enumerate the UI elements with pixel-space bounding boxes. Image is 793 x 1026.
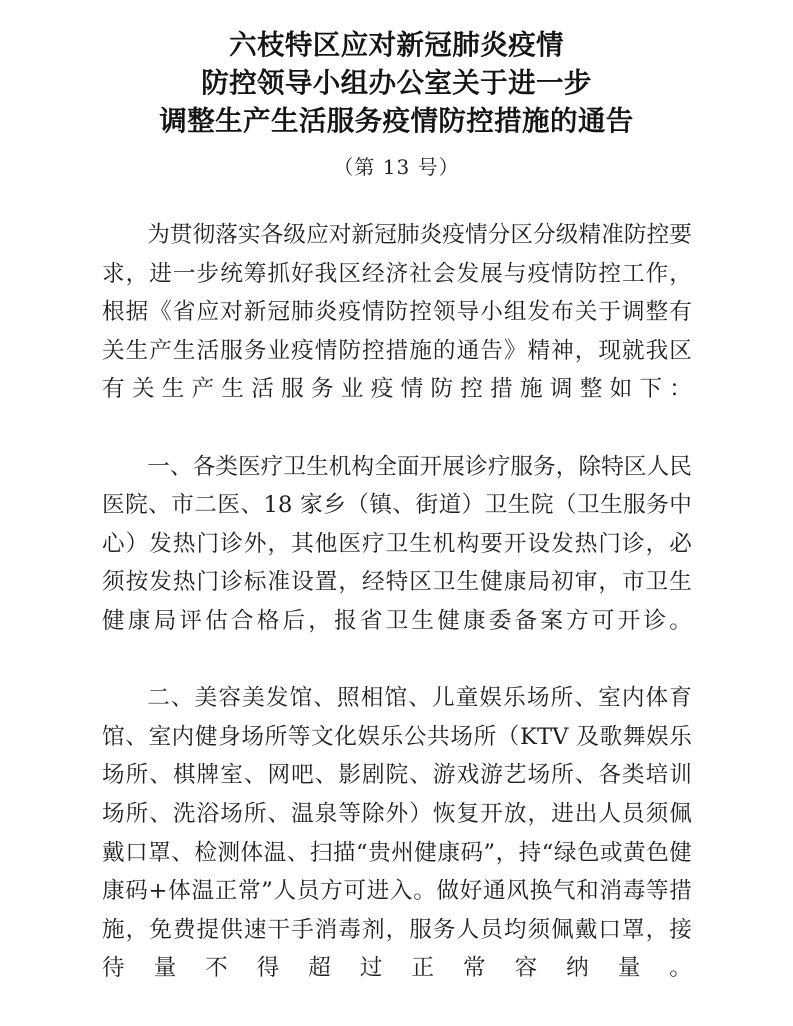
body-paragraph-1: 为贯彻落实各级应对新冠肺炎疫情分区分级精准防控要求，进一步统筹抓好我区经济社会发展与疫情防控工作，根据《省应对新冠肺炎疫情防控领导小组发布关于调整有关生产生活服务业疫情防控措施的通告》精神，现就我区有关生产生活服务业疫情防控措施调整如下：: [102, 222, 692, 403]
title-line-1: 六枝特区应对新冠肺炎疫情: [229, 29, 564, 61]
body-paragraph-3: 二、美容美发馆、照相馆、儿童娱乐场所、室内体育馆、室内健身场所等文化娱乐公共场所（KTV 及歌舞娱乐场所、棋牌室、网吧、影剧院、游戏游艺场所、各类培训场所、洗浴场所、温泉等除外）恢复开放，进出人员须佩戴口罩、检测体温、扫描“贵州健康码”，持“绿色或黄色健康码+体温正常”人员方可进入。做好通风换气和消毒等措施，免费提供速干手消毒剂，服务人员均须佩戴口罩，接待量不得超过正常容纳量。: [102, 685, 692, 982]
document-body: [102, 216, 692, 1026]
document-number: （第 13 号）: [333, 155, 460, 179]
body-paragraph-2: 一、各类医疗卫生机构全面开展诊疗服务，除特区人民医院、市二医、18 家乡（镇、街道）卫生院（卫生服务中心）发热门诊外，其他医疗卫生机构要开设发热门诊，必须按发热门诊标准设置，经特区卫生健康局初审，市卫生健康局评估合格后，报省卫生健康委备案方可开诊。: [102, 453, 692, 634]
title-line-3: 调整生产生活服务疫情防控措施的通告: [159, 105, 634, 137]
document-title-block: [0, 0, 793, 181]
title-line-2: 防控领导小组办公室关于进一步: [201, 67, 592, 99]
